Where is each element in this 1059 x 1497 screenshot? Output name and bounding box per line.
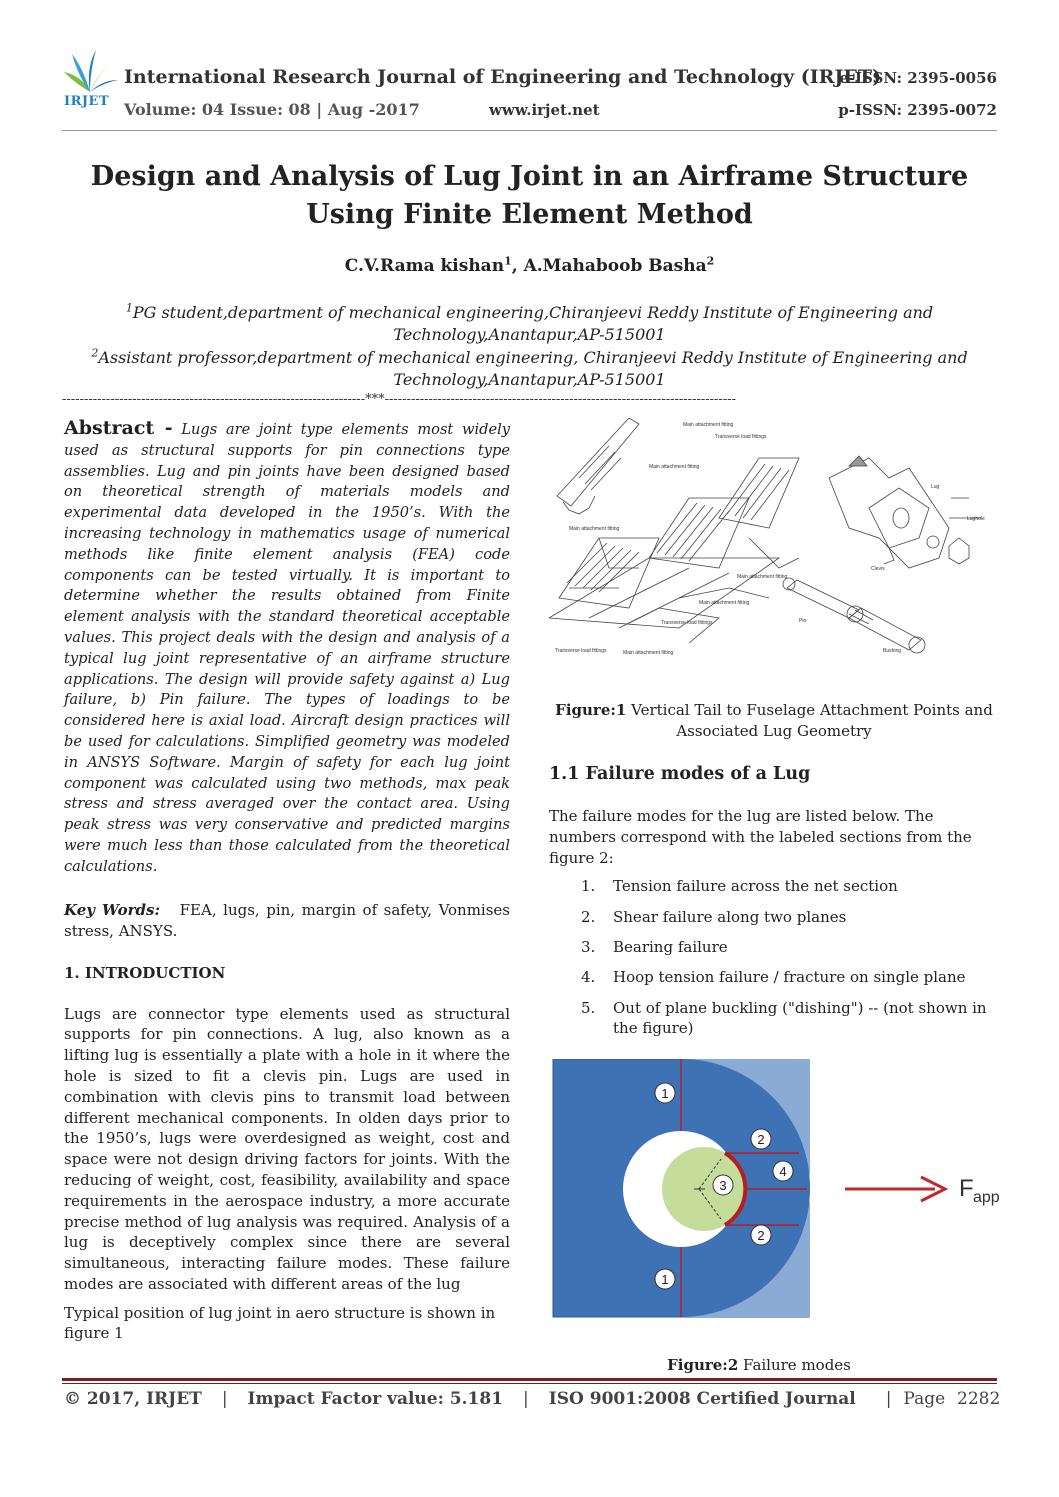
volume-issue: Volume: 04 Issue: 08 | Aug -2017 (124, 100, 420, 119)
right-column (549, 418, 999, 1374)
affil-2-sup: 2 (91, 346, 99, 360)
footer-sep: | (221, 1389, 228, 1409)
author-2: A.Mahaboob Basha (523, 256, 707, 276)
author-2-sup: 2 (706, 254, 715, 268)
affil-1-sup: 1 (125, 301, 133, 315)
fig1-label-main-attach-top: Main attachment fitting (683, 422, 734, 428)
figure-1-text: Vertical Tail to Fuselage Attachment Points and Associated Lug Geometry (626, 701, 993, 740)
fig2-marker-1-bottom: 1 (661, 1271, 669, 1287)
footer-rule-thin (62, 1383, 997, 1384)
fig1-label-main-attach-left: Main attachment fitting (569, 526, 620, 532)
page-footer (64, 1389, 999, 1409)
list-item: 4. Hoop tension failure / fracture on single plane (581, 968, 966, 987)
footer-copyright: © 2017, IRJET (64, 1389, 202, 1409)
figure-1-label: Figure:1 (555, 701, 627, 719)
section-1-1-intro: The failure modes for the lug are listed below. The numbers correspond with the labeled sections from the figure 2: (549, 807, 972, 867)
intro-paragraph-1: Lugs are connector type elements used as structural supports for pin connections. A lug, also known as a lifting lug is essentially a plate with a hole in it where the hole is sized to fit a clevis pin. Lugs are used in combination with clevis pins to transmit load between different mechanical components. In olden days prior to the 1950’s, lugs were overdesigned as weight, cost and space were not design driving factors for joints. With the reducing of weight, cost, feasibility, availability and space requirements in the aerospace industry, a more accurate precise method of lug analysis was required. Analysis of a lug is deceptively complex since there are several simultaneous, interacting failure modes. These failure modes are associated with different areas of the lug (64, 1004, 510, 1293)
abstract-label: Abstract - (64, 417, 173, 439)
author-1-sup: 1 (504, 254, 512, 268)
failure-modes-list (549, 876, 999, 1039)
author-1: C.V.Rama kishan (344, 256, 505, 276)
footer-rule-thick (62, 1378, 997, 1381)
left-column (64, 418, 510, 1344)
eissn: e-ISSN: 2395-0056 (839, 69, 997, 87)
section-separator: ---------------------------------------------------------------------***-------------------------------------------------------------------------------- (62, 393, 736, 407)
figure-2-text: Failure modes (738, 1355, 851, 1374)
force-label: F (959, 1174, 974, 1202)
intro-heading: 1. INTRODUCTION (64, 963, 226, 982)
force-subscript: app (973, 1188, 1000, 1206)
keywords-colon: : (154, 900, 160, 919)
pissn: p-ISSN: 2395-0072 (838, 101, 997, 119)
logo-text: IRJET (64, 94, 110, 109)
list-item: 3. Bearing failure (581, 937, 728, 956)
fig1-label-main-attach-mid: Main attachment fitting (649, 464, 700, 470)
affiliation-2 (62, 347, 997, 391)
affiliation-1 (62, 302, 997, 346)
affil-2-text: Assistant professor,department of mechanical engineering, Chiranjeevi Reddy Institute of Engineering and Technology,Anantapur,AP-515001 (98, 348, 968, 389)
footer-sep: | (523, 1389, 529, 1409)
list-item: 5. Out of plane buckling ("dishing") -- (not shown in the figure) (581, 998, 987, 1038)
fig1-label-transverse-bottom-mid: Transverse load fittings (661, 620, 713, 626)
fig1-label-transverse-bottom-left: Transverse load fittings (555, 648, 607, 654)
list-item: 1. Tension failure across the net section (581, 877, 898, 896)
figure-2-caption (549, 1356, 969, 1374)
footer-page-number: 2282 (957, 1389, 1001, 1409)
paper-title: Design and Analysis of Lug Joint in an Airframe Structure Using Finite Element Method (90, 161, 969, 230)
keywords-text: FEA, lugs, pin, margin of safety, Vonmises stress, ANSYS. (64, 900, 511, 940)
section-1-1-heading: 1.1 Failure modes of a Lug (549, 764, 811, 784)
fig2-marker-2-top: 2 (757, 1131, 765, 1147)
fig2-marker-3: 3 (719, 1177, 727, 1193)
figure-2-failure-modes (549, 1059, 1001, 1325)
figure-1-caption (549, 700, 999, 742)
footer-sep: | (885, 1389, 892, 1409)
irjet-logo (62, 50, 118, 112)
journal-title: International Research Journal of Engineering and Technology (IRJET) (124, 66, 881, 88)
keywords (64, 900, 510, 942)
affil-1-text: PG student,department of mechanical engineering,Chiranjeevi Reddy Institute of Engineering and Technology,Anantapur,AP-515001 (132, 303, 934, 344)
fig1-label-lughole: Lughole (967, 516, 985, 522)
fig2-marker-2-bottom: 2 (757, 1227, 765, 1243)
author-sep: , (511, 256, 524, 276)
figure-2-label: Figure:2 (667, 1355, 739, 1374)
authors (62, 256, 997, 276)
header-divider (62, 130, 997, 131)
fig2-marker-4: 4 (779, 1163, 787, 1179)
list-item: 2. Shear failure along two planes (581, 907, 847, 926)
intro-paragraph-2: Typical position of lug joint in aero structure is shown in figure 1 (64, 1303, 496, 1343)
footer-page-label: Page (903, 1389, 946, 1409)
abstract (64, 418, 510, 878)
fig1-label-pin: Pin (799, 618, 807, 624)
keywords-label: Key Words (64, 900, 155, 919)
footer-impact: Impact Factor value: 5.181 (247, 1389, 504, 1409)
footer-iso: ISO 9001:2008 Certified Journal (548, 1389, 856, 1409)
journal-header (62, 50, 997, 130)
figure-1-tail-attachment (549, 418, 995, 670)
force-arrow-label (959, 1175, 1000, 1206)
fig1-label-transverse-top: Transverse load fittings (715, 434, 767, 440)
fig1-label-lug: Lug (931, 484, 940, 490)
leaf-logo-icon (62, 50, 118, 94)
fig1-label-bushing: Bushing (883, 648, 902, 654)
fig1-label-main-attach-bottom2: Main attachment fitting (623, 650, 674, 656)
fig1-label-main-attach-bottom: Main attachment fitting (699, 600, 750, 606)
abstract-text: Lugs are joint type elements most widely used as structural supports for pin connections type assemblies. Lug and pin joints have been designed based on theoretical strength of materials models and experimental data developed in the 1950’s. With the increasing technology in mathematics usage of numerical methods like finite element analysis (FEA) code components can be tested virtually. It is important to determine whether the results obtained from Finite element analysis with the standard theoretical acceptable values. This project deals with the design and analysis of a typical lug joint representative of an airframe structure applications. The design will provide safety against a) Lug failure, b) Pin failure. The types of loadings to be considered here is axial load. Aircraft design practices will be used for calculations. Simplified geometry was modeled in ANSYS Software. Margin of safety for each lug joint component was calculated using two methods, max peak stress and stress averaged over the contact area. Using peak stress was very conservative and predicted margins were much less than those calculated from the theoretical calculations. (64, 421, 510, 875)
fig1-label-main-attach-right: Main attachment fitting (737, 574, 788, 580)
journal-website-link[interactable]: www.irjet.net (489, 101, 600, 119)
fig1-label-clevis: Clevis (871, 566, 885, 572)
fig2-marker-1-top: 1 (661, 1085, 669, 1101)
